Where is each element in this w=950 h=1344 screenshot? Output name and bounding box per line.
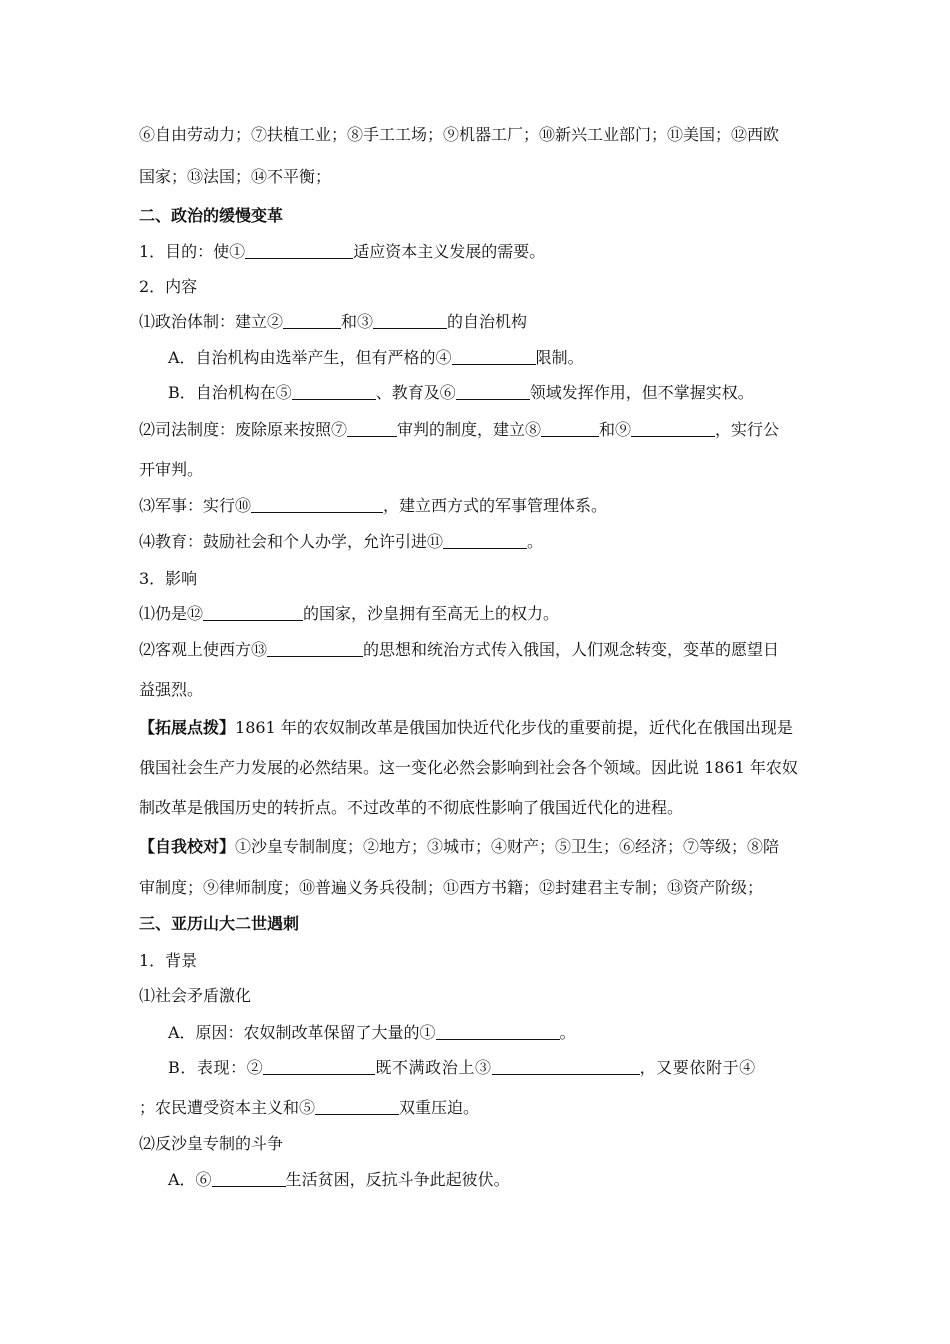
subheading: ⑴社会矛盾激化 bbox=[139, 986, 252, 1005]
subheading: 1．背景 bbox=[139, 951, 198, 970]
self-check-label: 【自我校对】 bbox=[139, 837, 236, 856]
text-line: ⑶军事：实行⑩ ，建立西方式的军事管理体系。 bbox=[139, 496, 608, 515]
text-line: A．原因：农奴制改革保留了大量的① 。 bbox=[168, 1023, 576, 1042]
subheading: 2．内容 bbox=[139, 277, 198, 296]
fill-blank[interactable] bbox=[292, 383, 376, 400]
text-line: ⑷教育：鼓励社会和个人办学，允许引进⑪ 。 bbox=[139, 532, 544, 551]
fill-blank[interactable] bbox=[347, 420, 397, 437]
fill-blank[interactable] bbox=[456, 383, 530, 400]
fill-blank[interactable] bbox=[212, 1170, 286, 1187]
text-line: 开审判。 bbox=[139, 460, 204, 479]
subheading: 3．影响 bbox=[139, 569, 198, 588]
text-line: ⑵客观上使西方⑬ 的思想和统治方式传入俄国，人们观念转变，变革的愿望日 bbox=[139, 640, 780, 659]
fill-blank[interactable] bbox=[631, 420, 715, 437]
self-check: 审制度；⑨律师制度；⑩普遍义务兵役制；⑪西方书籍；⑫封建君主专制；⑬资产阶级； bbox=[139, 878, 764, 897]
text-line: A．⑥ 生活贫困，反抗斗争此起彼伏。 bbox=[168, 1170, 510, 1189]
text-line: ⑴仍是⑫ 的国家，沙皇拥有至高无上的权力。 bbox=[139, 604, 560, 623]
extension-note: 制改革是俄国历史的转折点。不过改革的不彻底性影响了俄国近代化的进程。 bbox=[139, 798, 684, 817]
section-heading: 二、政治的缓慢变革 bbox=[139, 206, 284, 225]
extension-note: 【拓展点拨】1861 年的农奴制改革是俄国加快近代化步伐的重要前提，近代化在俄国出现是 bbox=[139, 718, 793, 737]
text-line: B．表现：② 既不满政治上③ ，又要依附于④ bbox=[168, 1058, 756, 1077]
text-line: B．自治机构在⑤ 、教育及⑥ 领域发挥作用，但不掌握实权。 bbox=[168, 383, 754, 402]
fill-blank[interactable] bbox=[492, 1058, 640, 1075]
fill-blank[interactable] bbox=[436, 1023, 560, 1040]
text-line: A．自治机构由选举产生，但有严格的④ 限制。 bbox=[168, 348, 584, 367]
answer-key-line: 国家；⑬法国；⑭不平衡； bbox=[139, 167, 332, 186]
fill-blank[interactable] bbox=[267, 640, 363, 657]
fill-blank[interactable] bbox=[452, 348, 536, 365]
fill-blank[interactable] bbox=[541, 420, 599, 437]
extension-label: 【拓展点拨】 bbox=[139, 718, 236, 737]
fill-blank[interactable] bbox=[283, 312, 341, 329]
fill-blank[interactable] bbox=[315, 1098, 399, 1115]
text-line: 1．目的：使① 适应资本主义发展的需要。 bbox=[139, 242, 546, 261]
fill-blank[interactable] bbox=[263, 1058, 375, 1075]
fill-blank[interactable] bbox=[251, 496, 383, 513]
fill-blank[interactable] bbox=[373, 312, 447, 329]
self-check: 【自我校对】①沙皇专制制度；②地方；③城市；④财产；⑤卫生；⑥经济；⑦等级；⑧陪 bbox=[139, 837, 780, 856]
text-line: 益强烈。 bbox=[139, 680, 204, 699]
answer-key-line: ⑥自由劳动力；⑦扶植工业；⑧手工工场；⑨机器工厂；⑩新兴工业部门；⑪美国；⑫西欧 bbox=[139, 125, 780, 144]
fill-blank[interactable] bbox=[203, 604, 303, 621]
text-line: ⑵司法制度：废除原来按照⑦ 审判的制度，建立⑧ 和⑨ ，实行公 bbox=[139, 420, 780, 439]
text-line: ⑴政治体制：建立② 和③ 的自治机构 bbox=[139, 312, 528, 331]
text-line: ；农民遭受资本主义和⑤ 双重压迫。 bbox=[139, 1098, 480, 1117]
subheading: ⑵反沙皇专制的斗争 bbox=[139, 1134, 284, 1153]
fill-blank[interactable] bbox=[245, 242, 353, 259]
fill-blank[interactable] bbox=[443, 532, 527, 549]
section-heading: 三、亚历山大二世遇刺 bbox=[139, 914, 300, 933]
extension-note: 俄国社会生产力发展的必然结果。这一变化必然会影响到社会各个领域。因此说 1861 年农奴 bbox=[139, 758, 798, 777]
